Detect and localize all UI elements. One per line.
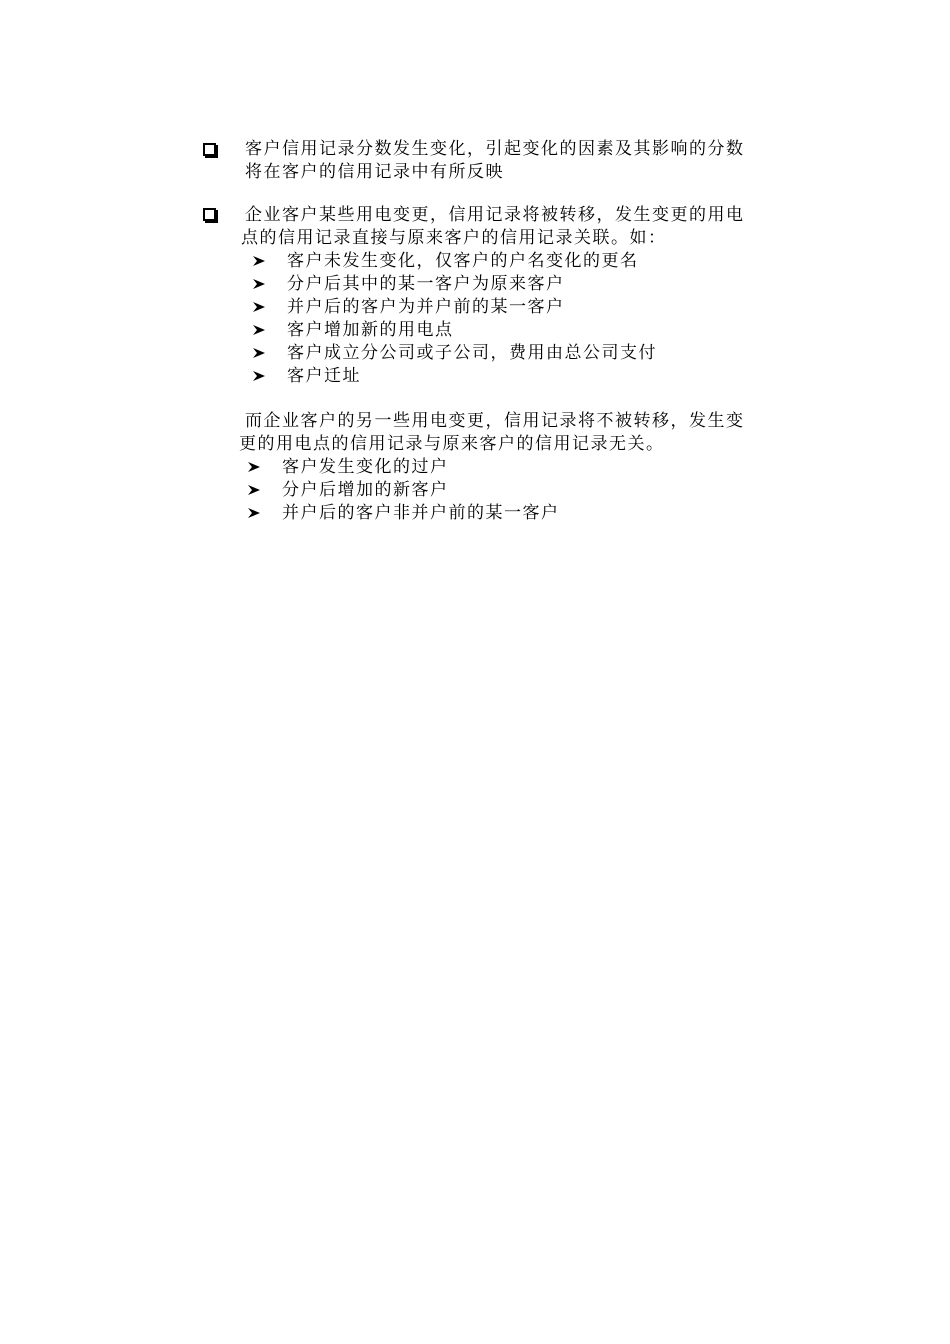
arrow-bullet-icon xyxy=(252,255,266,267)
paragraph-line: 而企业客户的另一些用电变更，信用记录将不被转移，发生变 xyxy=(245,411,745,431)
arrow-bullet-icon xyxy=(247,484,261,496)
paragraph-line: 将在客户的信用记录中有所反映 xyxy=(245,162,504,182)
paragraph-line: 客户信用记录分数发生变化，引起变化的因素及其影响的分数 xyxy=(245,139,745,159)
list-item: 客户未发生变化，仅客户的户名变化的更名 xyxy=(287,251,639,271)
list-item: 分户后增加的新客户 xyxy=(282,480,449,500)
paragraph-line: 更的用电点的信用记录与原来客户的信用记录无关。 xyxy=(239,434,665,454)
list-item: 客户发生变化的过户 xyxy=(282,457,449,477)
arrow-bullet-icon xyxy=(252,347,266,359)
list-item: 并户后的客户为并户前的某一客户 xyxy=(287,297,565,317)
arrow-bullet-icon xyxy=(252,324,266,336)
list-item: 客户迁址 xyxy=(287,366,361,386)
arrow-bullet-icon xyxy=(252,370,266,382)
arrow-bullet-icon xyxy=(247,461,261,473)
list-item: 并户后的客户非并户前的某一客户 xyxy=(282,503,560,523)
list-item: 客户增加新的用电点 xyxy=(287,320,454,340)
list-item: 客户成立分公司或子公司，费用由总公司支付 xyxy=(287,343,657,363)
checkbox-bullet-icon xyxy=(203,208,216,221)
arrow-bullet-icon xyxy=(247,507,261,519)
arrow-bullet-icon xyxy=(252,301,266,313)
arrow-bullet-icon xyxy=(252,278,266,290)
list-item: 分户后其中的某一客户为原来客户 xyxy=(287,274,565,294)
checkbox-bullet-icon xyxy=(203,143,216,156)
paragraph-line: 企业客户某些用电变更，信用记录将被转移，发生变更的用电 xyxy=(245,205,745,225)
paragraph-line: 点的信用记录直接与原来客户的信用记录关联。如： xyxy=(241,228,667,248)
